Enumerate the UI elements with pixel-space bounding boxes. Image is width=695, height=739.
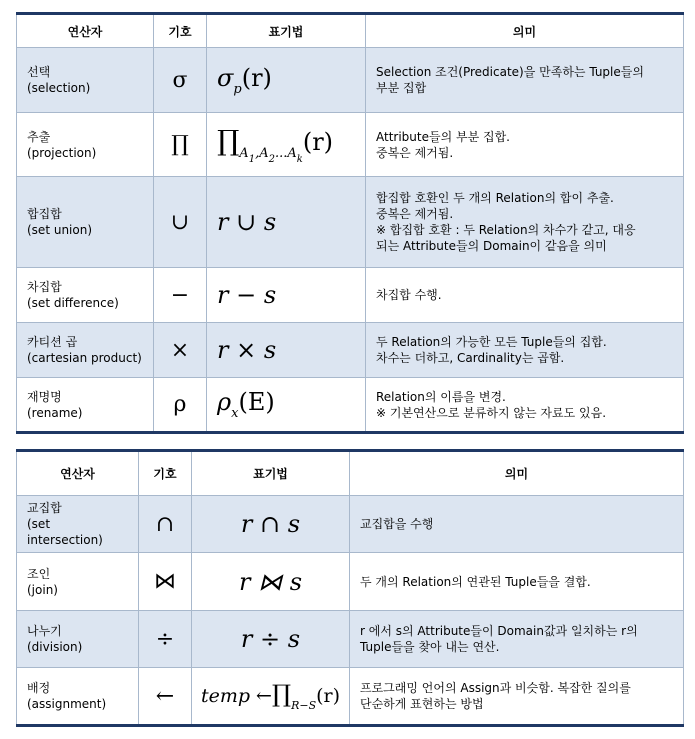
relational-operators-table-extended (16, 449, 684, 727)
operator-name: 카티션 곱 (27, 335, 78, 349)
meaning-line: 되는 Attribute들의 Domain이 같음을 의미 (376, 239, 607, 253)
notation-cell: r ∪ s (207, 177, 366, 268)
notation-cell (207, 48, 366, 113)
operator-english: (assignment) (27, 697, 107, 711)
header-symbol: 기호 (139, 451, 192, 496)
operator-cell (17, 611, 139, 668)
operator-english: (set union) (27, 223, 93, 237)
meaning-line: 프로그래밍 언어의 Assign과 비슷함. 복잡한 질의를 (360, 681, 631, 695)
meaning-line: Relation의 이름을 변경. (376, 389, 506, 404)
operator-english: (selection) (27, 81, 91, 95)
operator-cell (17, 113, 154, 177)
symbol-cell: ⋈ (139, 553, 192, 611)
meaning-cell (350, 668, 684, 726)
notation-subscript: A1,A2...Ak (239, 146, 303, 165)
row-projection (17, 113, 684, 177)
operator-cell (17, 268, 154, 323)
meaning-line: ※ 기본연산으로 분류하지 않는 자료도 있음. (376, 405, 607, 420)
meaning-line: r 에서 s의 Attribute들이 Domain값과 일치하는 r의 (360, 624, 638, 638)
meaning-cell (350, 611, 684, 668)
meaning-cell (366, 113, 684, 177)
meaning-cell (350, 553, 684, 611)
row-cartesian-product (17, 323, 684, 378)
notation-cell: r ÷ s (192, 611, 350, 668)
row-set-intersection (17, 496, 684, 553)
meaning-line: 단순하게 표현하는 방법 (360, 697, 484, 711)
row-division (17, 611, 684, 668)
operator-name: 나누기 (27, 624, 62, 638)
meaning-line: Attribute들의 부분 집합. (376, 129, 510, 144)
symbol-cell: σ (154, 48, 207, 113)
header-row (17, 451, 684, 496)
operator-name: 배정 (27, 681, 51, 695)
operator-name: 재명명 (27, 389, 62, 404)
notation-cell (192, 668, 350, 726)
notation-main: σ (217, 63, 234, 92)
header-notation: 표기법 (207, 14, 366, 48)
notation-cell: r × s (207, 323, 366, 378)
operator-cell (17, 553, 139, 611)
meaning-line: 부분 집합 (376, 81, 427, 95)
notation-cell (207, 378, 366, 433)
row-set-difference (17, 268, 684, 323)
meaning-cell (366, 378, 684, 433)
operator-english: (set difference) (27, 296, 119, 310)
notation-pi: ∏ (271, 680, 292, 708)
operator-english: (rename) (27, 405, 83, 420)
header-row (17, 14, 684, 48)
symbol-cell: ∪ (154, 177, 207, 268)
meaning-line: 두 개의 Relation의 연관된 Tuple들을 결합. (360, 574, 591, 589)
meaning-cell (366, 323, 684, 378)
relational-operators-table-basic (16, 12, 684, 434)
meaning-cell (366, 48, 684, 113)
meaning-line: 차수는 더하고, Cardinality는 곱함. (376, 351, 565, 365)
operator-name: 차집합 (27, 280, 62, 294)
notation-main: ∏ (217, 124, 240, 157)
meaning-line: 교집합을 수행 (360, 517, 434, 531)
header-notation: 표기법 (192, 451, 350, 496)
operator-english: (set intersection) (27, 517, 103, 547)
header-operator: 연산자 (17, 451, 139, 496)
header-operator: 연산자 (17, 14, 154, 48)
meaning-cell (350, 496, 684, 553)
operator-name: 합집합 (27, 207, 62, 221)
header-meaning: 의미 (366, 14, 684, 48)
row-join (17, 553, 684, 611)
row-assignment (17, 668, 684, 726)
meaning-cell (366, 268, 684, 323)
meaning-line: Selection 조건(Predicate)을 만족하는 Tuple들의 (376, 65, 644, 79)
meaning-line: Tuple들을 찾아 내는 연산. (360, 640, 500, 654)
operator-name: 조인 (27, 566, 51, 581)
operator-english: (cartesian product) (27, 351, 142, 365)
meaning-line: 중복은 제거됨. (376, 145, 454, 160)
operator-english: (projection) (27, 145, 97, 160)
meaning-line: ※ 합집합 호환 : 두 Relation의 차수가 같고, 대응 (376, 223, 636, 237)
row-rename (17, 378, 684, 433)
symbol-cell: ∩ (139, 496, 192, 553)
operator-english: (join) (27, 582, 58, 597)
operator-cell (17, 378, 154, 433)
operator-english: (division) (27, 640, 83, 654)
symbol-cell: ∏ (154, 113, 207, 177)
operator-cell (17, 496, 139, 553)
notation-subscript: x (231, 406, 239, 421)
header-meaning: 의미 (350, 451, 684, 496)
symbol-cell: ρ (154, 378, 207, 433)
notation-main: ρ (217, 388, 232, 416)
operator-cell (17, 177, 154, 268)
operator-name: 선택 (27, 65, 51, 79)
row-selection (17, 48, 684, 113)
notation-arg: (r) (316, 685, 341, 707)
notation-arg: (E) (238, 388, 275, 416)
meaning-cell (366, 177, 684, 268)
operator-cell (17, 323, 154, 378)
notation-subscript: p (233, 81, 242, 97)
notation-cell: r ⋈ s (192, 553, 350, 611)
notation-arg: (r) (241, 63, 272, 92)
notation-main: temp ← (200, 685, 272, 707)
notation-cell: r ∩ s (192, 496, 350, 553)
notation-subscript: R−S (291, 699, 317, 712)
symbol-cell: ÷ (139, 611, 192, 668)
header-symbol: 기호 (154, 14, 207, 48)
operator-name: 추출 (27, 129, 51, 144)
operator-name: 교집합 (27, 501, 62, 515)
operator-cell (17, 48, 154, 113)
meaning-line: 두 Relation의 가능한 모든 Tuple들의 집합. (376, 335, 607, 349)
row-set-union (17, 177, 684, 268)
meaning-line: 중복은 제거됨. (376, 207, 454, 221)
symbol-cell: × (154, 323, 207, 378)
symbol-cell: ← (139, 668, 192, 726)
symbol-cell: − (154, 268, 207, 323)
notation-cell: r − s (207, 268, 366, 323)
notation-arg: (r) (302, 128, 334, 156)
meaning-line: 차집합 수행. (376, 288, 442, 302)
meaning-line: 합집합 호환인 두 개의 Relation의 합이 추출. (376, 191, 614, 205)
operator-cell (17, 668, 139, 726)
notation-cell (207, 113, 366, 177)
